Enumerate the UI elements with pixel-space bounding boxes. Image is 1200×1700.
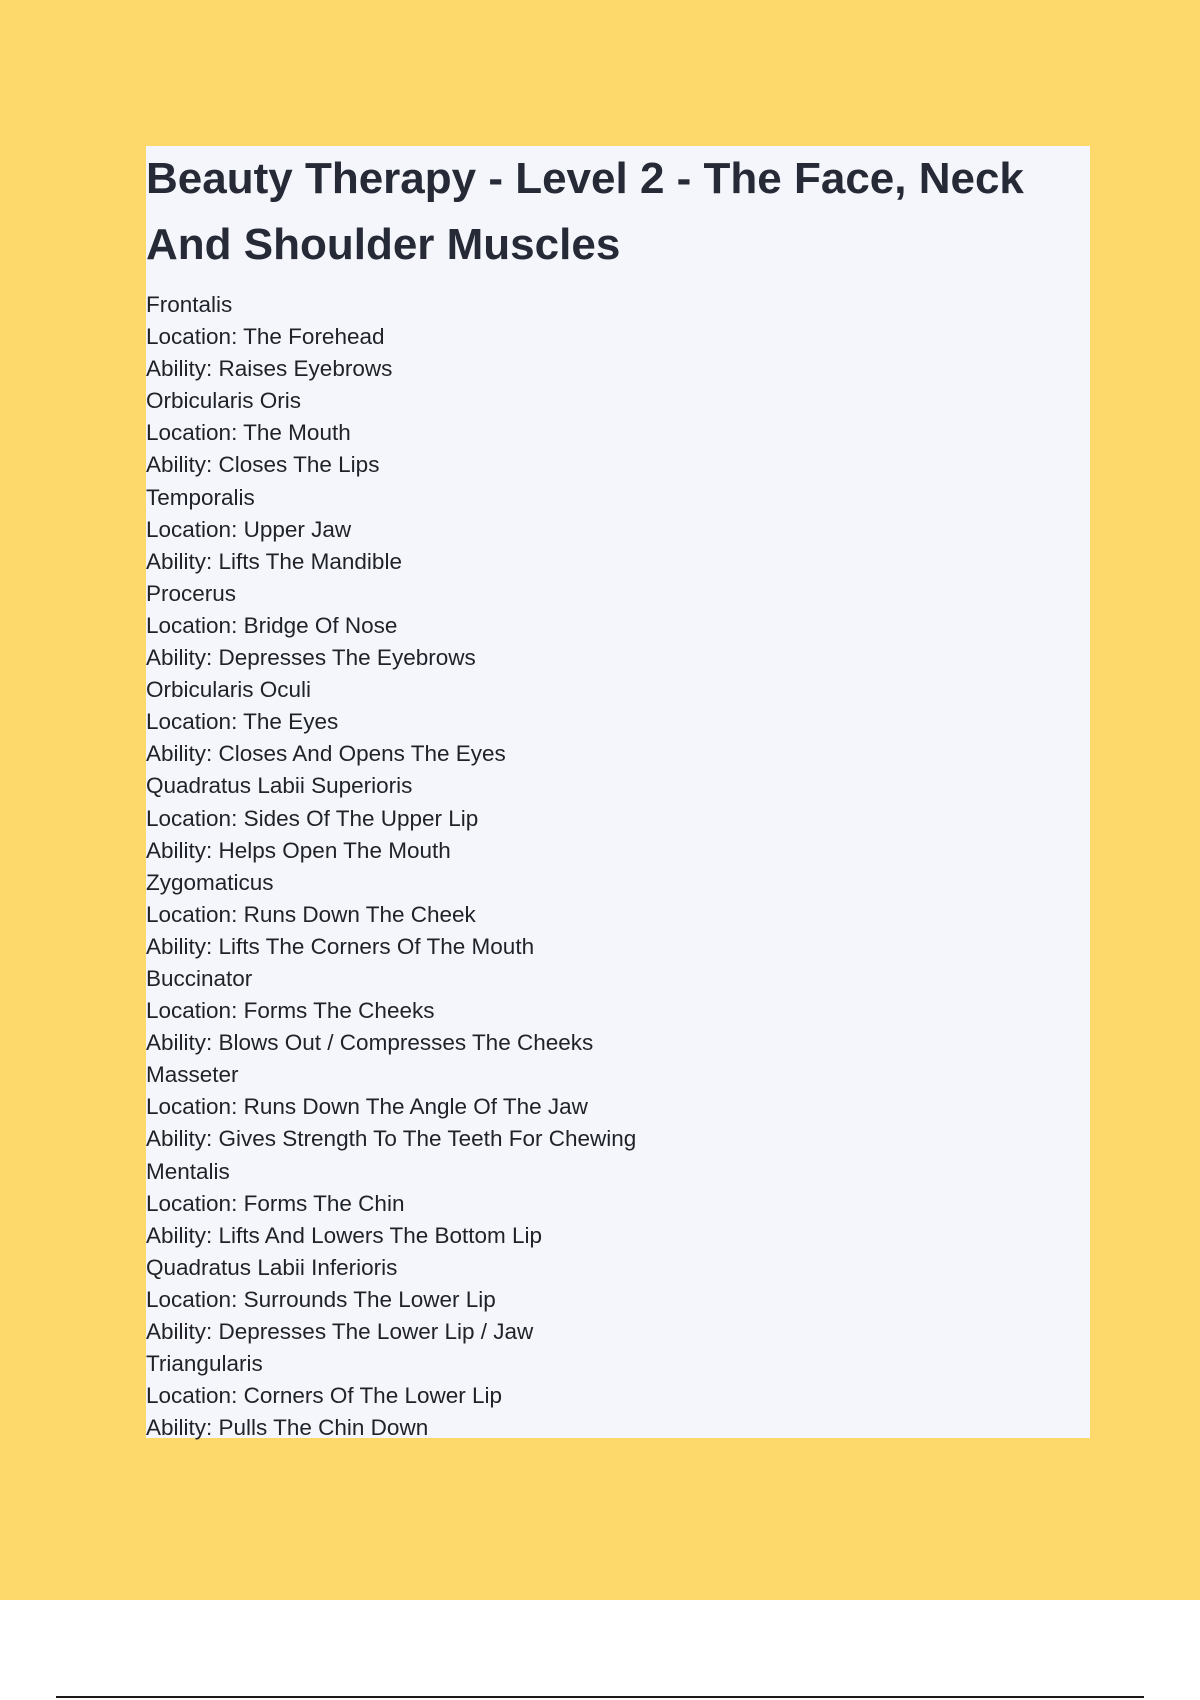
document-line: Buccinator <box>146 965 253 991</box>
document-line: Ability: Depresses The Lower Lip / Jaw <box>146 1319 534 1344</box>
document-line: Ability: Lifts The Mandible <box>146 548 402 574</box>
document-line: Location: Bridge Of Nose <box>146 612 398 638</box>
document-line: Orbicularis Oris <box>146 388 302 414</box>
document-line: Location: The Eyes <box>146 709 339 735</box>
document-line: Ability: Pulls The Chin Down <box>146 1415 429 1441</box>
footer-divider <box>56 1696 1144 1698</box>
document-line: Ability: Closes And Opens The Eyes <box>146 741 506 767</box>
document-line: Location: Forms The Cheeks <box>146 998 435 1024</box>
document-title: Beauty Therapy - Level 2 - The Face, Neck And Shoulder Muscles <box>146 154 1024 269</box>
document-line: Ability: Helps Open The Mouth <box>146 837 451 863</box>
document-line: Location: Surrounds The Lower Lip <box>146 1286 496 1312</box>
document-line: Masseter <box>146 1062 239 1088</box>
document-line: Location: Sides Of The Upper Lip <box>146 805 479 831</box>
document-card <box>146 146 1090 1441</box>
document-line: Zygomaticus <box>146 869 274 895</box>
document-line: Quadratus Labii Superioris <box>146 773 413 799</box>
document-line: Quadratus Labii Inferioris <box>146 1254 398 1280</box>
document-line: Triangularis <box>146 1351 263 1377</box>
document-line: Ability: Lifts And Lowers The Bottom Lip <box>146 1222 543 1248</box>
document-line: Location: The Mouth <box>146 420 351 446</box>
muscle-list <box>146 289 1090 1444</box>
document-line: Procerus <box>146 580 237 606</box>
document-line: Location: The Forehead <box>146 324 385 350</box>
document-line: Location: Runs Down The Angle Of The Jaw <box>146 1094 588 1120</box>
document-line: Ability: Gives Strength To The Teeth For Chewing <box>146 1126 637 1152</box>
document-line: Ability: Lifts The Corners Of The Mouth <box>146 933 535 959</box>
document-line: Frontalis <box>146 292 233 317</box>
document-line: Location: Upper Jaw <box>146 516 352 542</box>
document-line: Mentalis <box>146 1158 230 1184</box>
document-line: Ability: Closes The Lips <box>146 452 380 478</box>
document-line: Ability: Raises Eyebrows <box>146 356 393 382</box>
document-line: Temporalis <box>146 484 255 510</box>
document-line: Location: Forms The Chin <box>146 1190 405 1216</box>
document-line: Location: Corners Of The Lower Lip <box>146 1383 503 1409</box>
document-line: Ability: Depresses The Eyebrows <box>146 645 476 671</box>
document-line: Orbicularis Oculi <box>146 677 312 703</box>
document-line: Ability: Blows Out / Compresses The Cheeks <box>146 1030 594 1056</box>
document-line: Location: Runs Down The Cheek <box>146 901 476 927</box>
